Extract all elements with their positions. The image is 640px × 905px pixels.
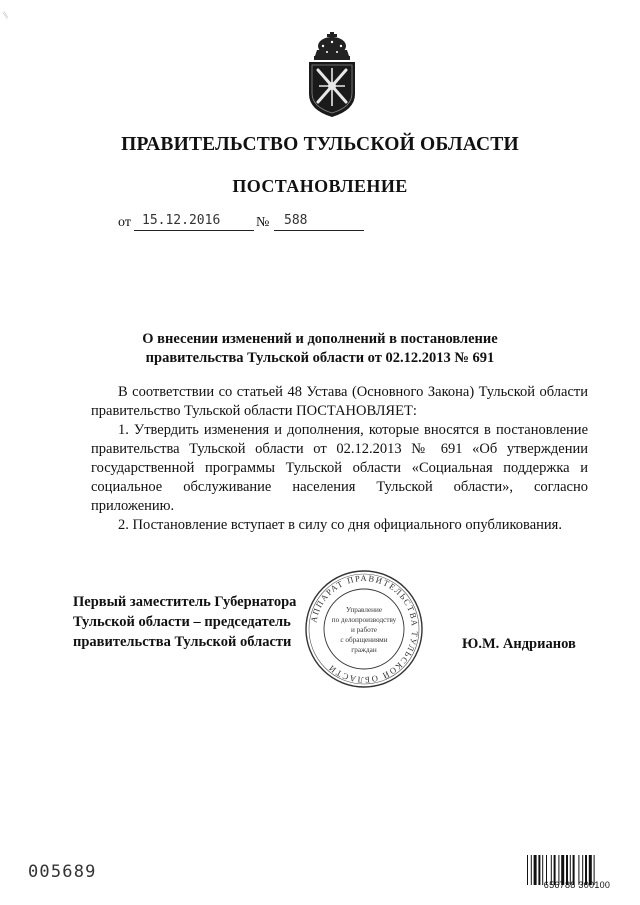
number-underline (274, 230, 364, 231)
document-subject (60, 330, 580, 368)
document-number: 588 (284, 213, 308, 228)
tula-coat-of-arms-icon (301, 32, 363, 118)
registration-line (118, 213, 378, 235)
document-body (91, 383, 588, 535)
seal-center-line: граждан (351, 646, 377, 654)
document-type: ПОСТАНОВЛЕНИЕ (232, 176, 408, 196)
seal-center-line: и работе (351, 626, 377, 634)
position-line: Первый заместитель Губернатора (73, 594, 297, 610)
official-seal (303, 568, 425, 690)
signatory-position (73, 592, 296, 652)
seal-center-line: с обращениями (340, 636, 388, 644)
position-line: правительства Тульской области (73, 634, 292, 650)
body-paragraph: 2. Постановление вступает в силу со дня официального опубликования. (118, 517, 562, 533)
serial-number: 005689 (28, 862, 97, 882)
barcode-number: 656788 300100 (543, 880, 611, 890)
seal-center-line: по делопроизводству (331, 616, 397, 624)
date-label: от (118, 215, 131, 230)
seal-ring-text: АППАРАТ ПРАВИТЕЛЬСТВА ТУЛЬСКОЙ ОБЛАСТИ (308, 572, 421, 686)
government-title: ПРАВИТЕЛЬСТВО ТУЛЬСКОЙ ОБЛАСТИ (121, 134, 519, 155)
document-date: 15.12.2016 (142, 213, 221, 228)
subject-line: правительства Тульской области от 02.12.2013 № 691 (145, 350, 495, 366)
position-line: Тульской области – председатель (73, 614, 291, 630)
body-paragraph: 1. Утвердить изменения и дополнения, которые вносятся в постановление правительства Тульской области от 02.12.2013 № 691 «Об утверждении государственной программы Тульской области «Социальная поддержка и социальное обслуживание населения Тульской области», согласно приложению. (91, 422, 588, 514)
number-label: № (256, 215, 270, 230)
date-underline (134, 230, 254, 231)
page-corner-mark: ⁄⁄ (0, 11, 11, 19)
subject-line: О внесении изменений и дополнений в постановление (142, 331, 498, 347)
body-paragraph: В соответствии со статьей 48 Устава (Основного Закона) Тульской области правительство Тульской области ПОСТАНОВЛЯЕТ: (91, 384, 588, 419)
seal-center-line: Управление (345, 606, 383, 614)
signatory-name: Ю.М. Андрианов (462, 636, 576, 652)
